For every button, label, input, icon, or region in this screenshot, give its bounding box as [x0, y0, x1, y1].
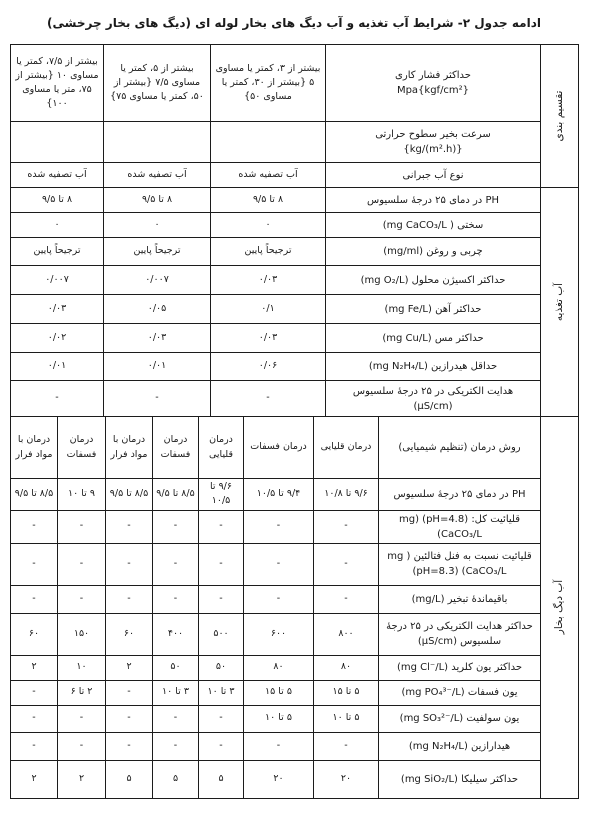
table-row	[11, 266, 579, 295]
value-cell: -	[58, 705, 106, 732]
value-cell: -	[106, 585, 153, 613]
row-label: حداکثر سیلیکا (mg SiO₂/L)	[379, 760, 541, 798]
value-cell: ۹/۶ تا ۱۰/۸	[314, 479, 379, 511]
row-label: هیدارازین (mg N₂H₄/L)	[379, 732, 541, 760]
value-cell: -	[106, 543, 153, 585]
value-cell: آب تصفیه شده	[104, 163, 211, 188]
table-row	[11, 655, 579, 680]
value-cell: ۸/۵ تا ۹/۵	[11, 479, 58, 511]
table-row	[11, 213, 579, 238]
value-cell: -	[106, 732, 153, 760]
value-cell: -	[11, 705, 58, 732]
value-cell: ۰/۰۵	[104, 295, 211, 324]
column-header: درمان فسفات	[58, 417, 106, 479]
value-cell: ۹/۶ تا ۱۰/۵	[199, 479, 244, 511]
value-cell: ۰/۰۳	[11, 295, 104, 324]
value-cell: ۵	[153, 760, 199, 798]
value-cell: آب تصفیه شده	[11, 163, 104, 188]
value-cell: ۲ تا ۶	[58, 680, 106, 705]
table-row	[11, 122, 579, 163]
value-cell: -	[314, 732, 379, 760]
section-label-classification	[541, 45, 579, 188]
table-row	[11, 45, 579, 122]
value-cell: ۵۰	[153, 655, 199, 680]
value-cell: ۰/۰۳	[104, 324, 211, 353]
value-cell: -	[11, 381, 104, 417]
value-cell: -	[199, 705, 244, 732]
value-cell: ۵ تا ۱۰	[314, 705, 379, 732]
value-cell: -	[11, 543, 58, 585]
column-header: بیشتر از ۵، کمتر یا مساوی ۷/۵ {بیشتر از ۵۰، کمتر یا مساوی ۷۵}	[104, 45, 211, 122]
column-header: درمان با مواد فرار	[106, 417, 153, 479]
row-label-text: حداکثر فشار کاری	[395, 70, 471, 81]
value-cell: ترجیحاً پایین	[104, 238, 211, 266]
value-cell: -	[314, 543, 379, 585]
table-row	[11, 479, 579, 511]
value-cell: ۸ تا ۹/۵	[11, 188, 104, 213]
value-cell: -	[106, 510, 153, 543]
document-title: ادامه جدول ۲- شرایط آب تغذیه و آب دیگ های بخار لوله ای (دیگ های بخار چرخشی)	[47, 16, 541, 30]
section-label-text: آب تغذیه	[552, 282, 565, 322]
table-row	[11, 732, 579, 760]
value-cell: -	[104, 381, 211, 417]
value-cell: ترجیحاً پایین	[11, 238, 104, 266]
table-row	[11, 613, 579, 655]
row-label: حداکثر آهن (mg Fe/L)	[326, 295, 541, 324]
row-label: حداکثر هدایت الکتریکی در ۲۵ درجۀ سلسیوس (μS/cm)	[379, 613, 541, 655]
row-label: یون فسفات (mg PO₄³⁻/L)	[379, 680, 541, 705]
row-label: حداقل هیدرازین (mg N₂H₄/L)	[326, 353, 541, 381]
row-label	[326, 381, 541, 417]
row-label: باقیماندۀ تبخیر (mg/L)	[379, 585, 541, 613]
value-cell: -	[153, 585, 199, 613]
value-cell: ۰	[211, 213, 326, 238]
column-header: درمان فسفات	[244, 417, 314, 479]
table-row	[11, 760, 579, 798]
value-cell: -	[244, 510, 314, 543]
value-cell: ۰/۰۱	[104, 353, 211, 381]
value-cell: ۳ تا ۱۰	[153, 680, 199, 705]
value-cell: ۲	[11, 655, 58, 680]
row-label: PH در دمای ۲۵ درجۀ سلسیوس	[379, 479, 541, 511]
row-label: حداکثر مس (mg Cu/L)	[326, 324, 541, 353]
value-cell: -	[199, 510, 244, 543]
value-cell: ۸ تا ۹/۵	[104, 188, 211, 213]
row-label-text: سرعت بخیر سطوح حرارتی	[375, 129, 491, 140]
value-cell: ۵	[106, 760, 153, 798]
column-header: بیشتر از ۳، کمتر یا مساوی ۵ {بیشتر از ۳۰، کمتر یا مساوی ۵۰}	[211, 45, 326, 122]
feed-water-table	[10, 44, 579, 417]
value-cell: ۰/۱	[211, 295, 326, 324]
value-cell: -	[199, 732, 244, 760]
value-cell: ۰/۰۰۷	[11, 266, 104, 295]
row-label: قلیائیت نسبت به فنل فتالئین ( mg CaCO₃/L) (pH=8.3)	[379, 543, 541, 585]
value-cell: ۰/۰۲	[11, 324, 104, 353]
value-cell: -	[244, 543, 314, 585]
value-cell: -	[106, 705, 153, 732]
value-cell: ۵	[199, 760, 244, 798]
column-header: درمان فسفات	[153, 417, 199, 479]
value-cell: ۶۰۰	[244, 613, 314, 655]
value-cell: -	[58, 585, 106, 613]
value-cell: -	[11, 732, 58, 760]
row-label: PH در دمای ۲۵ درجۀ سلسیوس	[326, 188, 541, 213]
value-cell: ۵۰۰	[199, 613, 244, 655]
value-cell: ۰	[11, 213, 104, 238]
value-cell: ۵ تا ۱۵	[314, 680, 379, 705]
row-label: یون سولفیت (mg SO₃²⁻/L)	[379, 705, 541, 732]
value-cell: ۱۰	[58, 655, 106, 680]
value-cell: ۱۵۰	[58, 613, 106, 655]
value-cell: -	[244, 585, 314, 613]
table-row	[11, 680, 579, 705]
value-cell: ۸/۵ تا ۹/۵	[153, 479, 199, 511]
value-cell: -	[11, 585, 58, 613]
value-cell: -	[314, 510, 379, 543]
value-cell: ۵ تا ۱۰	[244, 705, 314, 732]
value-cell: -	[153, 543, 199, 585]
value-cell: ۰/۰۳	[211, 324, 326, 353]
value-cell: -	[199, 585, 244, 613]
table-row	[11, 163, 579, 188]
value-cell: ۰/۰۶	[211, 353, 326, 381]
value-cell: ۸ تا ۹/۵	[211, 188, 326, 213]
boiler-water-table	[10, 416, 579, 799]
table-row	[11, 543, 579, 585]
value-cell: -	[11, 510, 58, 543]
row-label	[326, 122, 541, 163]
row-label: حداکثر اکسیژن محلول (mg O₂/L)	[326, 266, 541, 295]
value-cell	[211, 122, 326, 163]
value-cell: -	[153, 732, 199, 760]
value-cell: ۹ تا ۱۰	[58, 479, 106, 511]
row-label: نوع آب جبرانی	[326, 163, 541, 188]
row-label: روش درمان (تنظیم شیمیایی)	[379, 417, 541, 479]
value-cell	[104, 122, 211, 163]
table-row	[11, 188, 579, 213]
value-cell: -	[11, 680, 58, 705]
value-cell: -	[244, 732, 314, 760]
value-cell: ۲۰	[314, 760, 379, 798]
row-label-unit: {kg/(m².h)}	[403, 144, 463, 155]
value-cell: ۲	[58, 760, 106, 798]
value-cell: -	[314, 585, 379, 613]
value-cell: ۵۰	[199, 655, 244, 680]
value-cell: ۰/۰۱	[11, 353, 104, 381]
value-cell: ۴۰۰	[153, 613, 199, 655]
column-header: درمان با مواد فرار	[11, 417, 58, 479]
value-cell: ۸/۵ تا ۹/۵	[106, 479, 153, 511]
section-label-feed-water	[541, 188, 579, 417]
value-cell: -	[106, 680, 153, 705]
value-cell: ۰/۰۰۷	[104, 266, 211, 295]
column-header: درمان قلیایی	[199, 417, 244, 479]
table-row	[11, 705, 579, 732]
value-cell: -	[153, 705, 199, 732]
value-cell: ۶۰	[11, 613, 58, 655]
table-row	[11, 295, 579, 324]
value-cell	[11, 122, 104, 163]
value-cell: ۲۰	[244, 760, 314, 798]
row-label: قلیائیت کل: (pH=4.8) (mg CaCO₃/L)	[379, 510, 541, 543]
table-row	[11, 353, 579, 381]
value-cell: ۶۰	[106, 613, 153, 655]
value-cell: -	[153, 510, 199, 543]
table-row	[11, 585, 579, 613]
table-row	[11, 238, 579, 266]
row-label	[326, 45, 541, 122]
value-cell: ۰/۰۳	[211, 266, 326, 295]
table-row	[11, 417, 579, 479]
section-label-text: آب دیگ بخار	[552, 580, 565, 635]
value-cell: -	[199, 543, 244, 585]
value-cell: ۳ تا ۱۰	[199, 680, 244, 705]
column-header: بیشتر از ۷/۵، کمتر یا مساوی ۱۰ {بیشتر از ۷۵، متر یا مساوی ۱۰۰}	[11, 45, 104, 122]
value-cell: -	[58, 543, 106, 585]
value-cell: آب تصفیه شده	[211, 163, 326, 188]
table-row	[11, 510, 579, 543]
value-cell: -	[58, 732, 106, 760]
table-row	[11, 381, 579, 417]
value-cell: ۸۰	[314, 655, 379, 680]
section-label-text: تقسیم بندی	[552, 90, 565, 142]
table-row	[11, 324, 579, 353]
row-label-unit: Mpa{kgf/cm²}	[396, 85, 470, 96]
value-cell: ترجیحاً پایین	[211, 238, 326, 266]
value-cell: ۵ تا ۱۵	[244, 680, 314, 705]
row-label-unit: (μS/cm)	[413, 400, 453, 412]
value-cell: ۰	[104, 213, 211, 238]
value-cell: -	[58, 510, 106, 543]
value-cell: ۹/۴ تا ۱۰/۵	[244, 479, 314, 511]
value-cell: -	[211, 381, 326, 417]
row-label: چربی و روغن (mg/ml)	[326, 238, 541, 266]
row-label: سختی ( mg CaCO₃/L)	[326, 213, 541, 238]
value-cell: ۲	[106, 655, 153, 680]
column-header: درمان قلیایی	[314, 417, 379, 479]
value-cell: ۸۰	[244, 655, 314, 680]
row-label-text: هدایت الکتریکی در ۲۵ درجۀ سلسیوس	[352, 385, 514, 397]
value-cell: ۸۰۰	[314, 613, 379, 655]
section-label-boiler-water	[541, 417, 579, 799]
row-label: حداکثر یون کلرید (mg Cl⁻/L)	[379, 655, 541, 680]
value-cell: ۲	[11, 760, 58, 798]
